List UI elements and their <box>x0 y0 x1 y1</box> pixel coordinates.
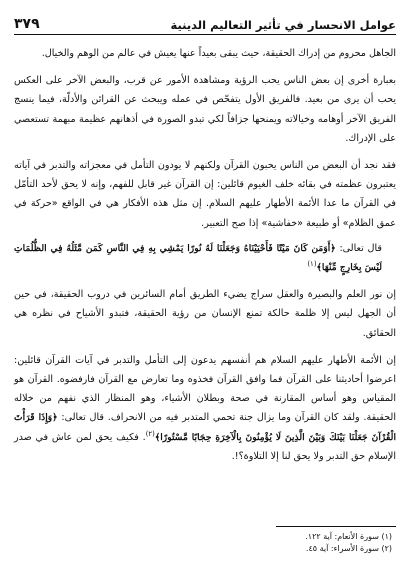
footnotes <box>14 526 396 555</box>
paragraph-5-text-a: إن الأئمة الأطهار عليهم السلام هم أنفسهم يدعون إلى التأمل والتدبر في آيات القرآن قائلين: اعرضوا أحاديثنا على القرآن فما وافق القرآن فخذوه وما تعارض مع القرآن فارفضوه. القرآن هو المقياس وهو أساس المقارنة في صحة وبطلان الأشياء، وهو المنظار الذي نفهم من خلاله الحقيقة. ولقد كان القرآن وما يزال جنة تحمي المتدبر فيه من الانحراف. قال تعالى: <box>14 354 396 424</box>
paragraph-5 <box>14 351 396 466</box>
footnote-1: (١) سورة الأنعام: آية ١٢٢. <box>305 532 392 541</box>
footnote-ref-1: (١) <box>307 259 317 268</box>
paragraph-4: إن نور العلم والبصيرة والعقل سراج يضيء الطريق أمام السائرين في دروب الحقيقة، في حين أن الجهل ليس إلا ظلمة حالكة تمنع الإنسان من رؤية الحقيقة، فتبدو الأشياح في نظره هي الحقائق. <box>14 289 396 339</box>
quran-verse-2: ﴿وَإِذَا قَرَأْتَ الْقُرْآنَ جَعَلْنَا بَيْنَكَ وَبَيْنَ الَّذِينَ لَا يُؤْمِنُونَ بِالْآخِرَةِ حِجَابًا مَّسْتُورًا﴾ <box>14 412 396 443</box>
paragraph-3: فقد نجد أن البعض من الناس يحبون القرآن ولكنهم لا يودون التأمل في معجزاته والتدبر في آياته يعتبرون عظمته في بقائه خلف الغيوم قائلين: إن القرآن غير قابل للفهم، وإنه لا يحق لأحد التأمّل في القرآن ما عدا الأئمة الأطهار عليهم السلام. إن مثل هذه الأفكار هي في الواقع «حركة في عمق الظلام» أو طبيعة «خفاشية» إذا صح التعبير. <box>14 160 396 229</box>
footnote-divider <box>276 526 396 527</box>
quran-quote-1 <box>14 239 396 277</box>
footnote-2: (٢) سورة الأسراء: آية ٤٥. <box>305 544 392 553</box>
footnote-ref-2: (٢) <box>145 429 155 438</box>
body-text <box>14 44 396 466</box>
paragraph-1: الجاهل محروم من إدراك الحقيقة، حيث يبقى بعيداً عنها يعيش في عالم من الوهم والخيال. <box>41 48 396 59</box>
paragraph-5-text-b: . فكيف يحق لمن عاش في صدر الإسلام حق التدبر ولا يحق لنا إلا التلاوة؟!. <box>14 431 396 462</box>
book-page <box>14 12 396 565</box>
page-number: ٣٧٩ <box>14 16 40 32</box>
running-header <box>14 12 396 35</box>
header-title: عوامل الانحسار في تأثير التعاليم الدينية <box>170 18 396 32</box>
quote-intro: قال تعالى: <box>339 242 382 254</box>
paragraph-2: بعبارة أخرى إن بعض الناس يحب الرؤية ومشاهدة الأمور عن قرب، والبعض الآخر على العكس يحب أن يرى من بعيد. فالفريق الأول يتفحّص في عمله ويبحث عن القرائن والأدلّة، فيما ينسج الفريق الآخر أوهامه وخيالاته ويمنحها جزافاً لكي تبدو الصورة في أذهانهم عظيمة مبهمة تستعصي على الإدراك. <box>14 75 396 144</box>
quran-verse-1: ﴿أَوَمَن كَانَ مَيْتًا فَأَحْيَيْنَاهُ وَجَعَلْنَا لَهُ نُورًا يَمْشِي بِهِ فِي النَّاسِ كَمَن مَّثَلُهُ فِي الظُّلُمَاتِ لَيْسَ بِخَارِجٍ مِّنْهَا﴾ <box>14 242 382 274</box>
